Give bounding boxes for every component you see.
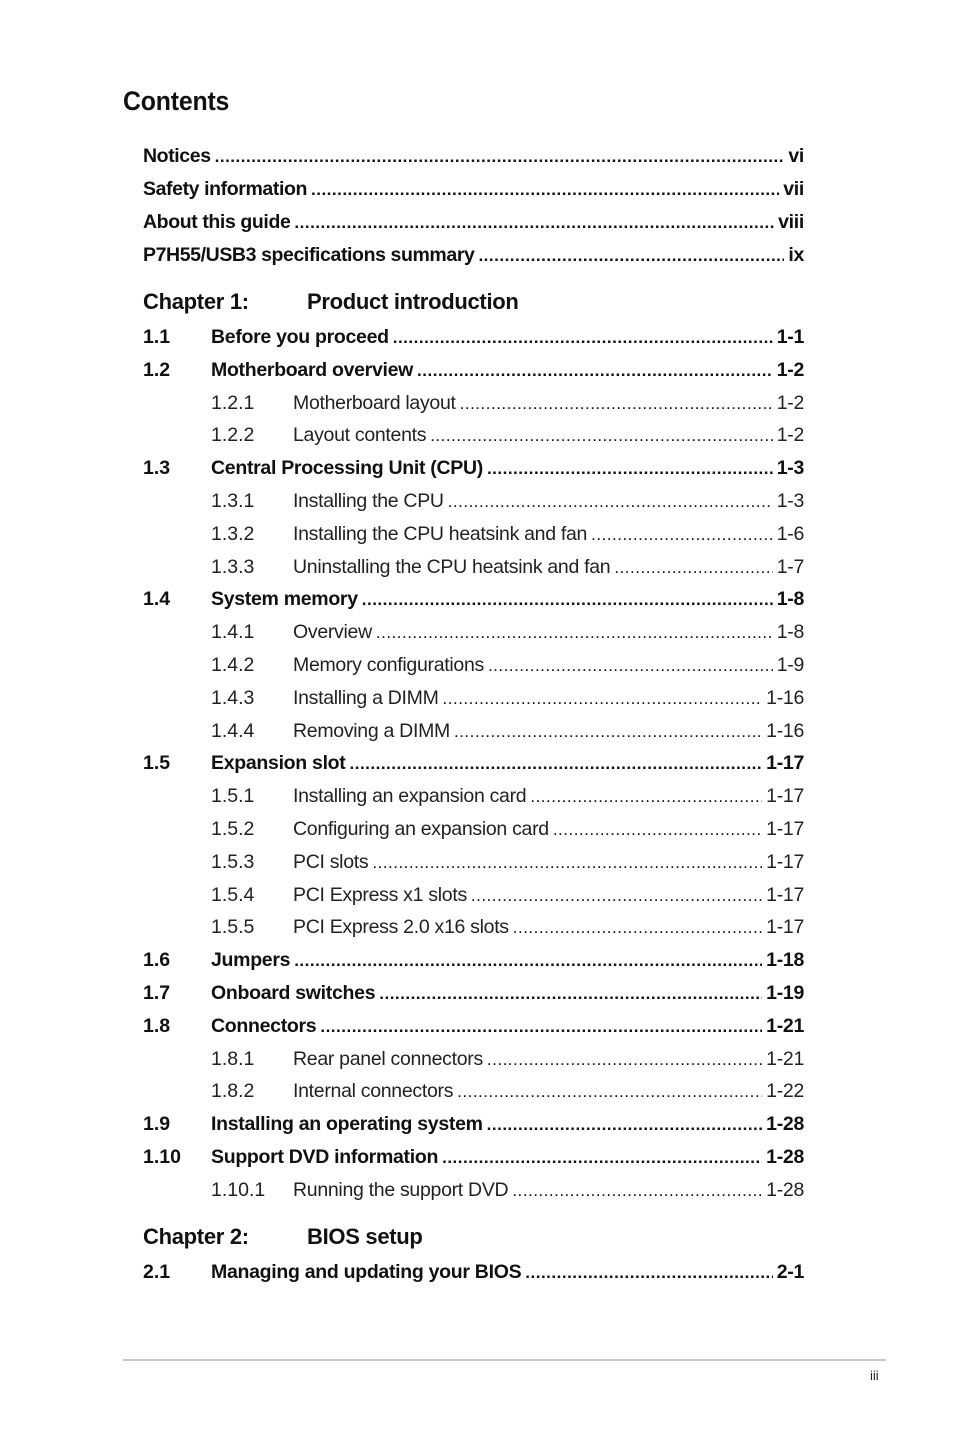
toc-entry-label: Installing the CPU heatsink and fan (293, 522, 588, 545)
dot-leader (417, 361, 773, 387)
dot-leader (487, 1115, 763, 1141)
toc-entry-page: 1-2 (776, 358, 804, 381)
dot-leader (454, 722, 762, 748)
toc-entry-label: Expansion slot (211, 752, 346, 775)
toc-entry-page: 1-28 (766, 1178, 804, 1201)
toc-entry-label: System memory (211, 588, 358, 611)
toc-entry-page: 1-18 (766, 949, 804, 972)
toc-entry-page: vi (788, 145, 804, 167)
dot-leader (448, 492, 773, 518)
toc-entry-page: 1-19 (766, 982, 804, 1004)
page-number: iii (870, 1368, 879, 1383)
toc-entry-subsection[interactable] (143, 813, 804, 846)
toc-entry-page: 1-17 (766, 883, 804, 906)
toc-entry-label: Notices (143, 145, 211, 167)
toc-entry-label: Installing the CPU (293, 490, 444, 512)
toc-entry-subsection[interactable] (143, 485, 804, 518)
toc-entry-page: 1-17 (766, 850, 804, 873)
toc-entry-front[interactable] (143, 173, 804, 206)
toc-entry-number: 1.5.1 (211, 785, 255, 808)
toc-entry-section[interactable] (143, 1108, 804, 1141)
toc-entry-number: 1.2.2 (211, 424, 255, 447)
toc-entry-label: Motherboard overview (211, 358, 414, 381)
dot-leader (457, 1082, 762, 1108)
toc-entry-page: 1-8 (776, 621, 804, 644)
toc-entry-section[interactable] (143, 354, 804, 387)
dot-leader (320, 1017, 762, 1043)
toc-entry-subsection[interactable] (143, 715, 804, 748)
toc-entry-page: 1-3 (776, 490, 804, 512)
dot-leader (614, 558, 772, 584)
toc-entry-page: ix (788, 244, 804, 266)
dot-leader (442, 1148, 762, 1174)
toc-entry-section[interactable] (143, 747, 804, 780)
toc-entry-subsection[interactable] (143, 518, 804, 551)
footer-divider (123, 1359, 886, 1361)
toc-entry-subsection[interactable] (143, 846, 804, 879)
dot-leader (478, 246, 784, 272)
toc-entry-subsection[interactable] (143, 419, 804, 452)
toc-entry-subsection[interactable] (143, 387, 804, 420)
toc-entry-page: 1-9 (776, 654, 804, 676)
toc-entry-subsection[interactable] (143, 682, 804, 715)
toc-entry-subsection[interactable] (143, 616, 804, 649)
toc-entry-number: 1.7 (143, 982, 171, 1004)
dot-leader (525, 1263, 772, 1289)
chapter-number: Chapter 1: (143, 289, 249, 314)
toc-entry-number: 2.1 (143, 1261, 171, 1283)
toc-entry-number: 1.5.3 (211, 850, 255, 873)
toc-entry-front[interactable] (143, 140, 804, 173)
toc-entry-front[interactable] (143, 239, 804, 272)
toc-entry-section[interactable] (143, 1256, 804, 1289)
toc-entry-label: Safety information (143, 178, 307, 200)
toc-entry-page: 2-1 (776, 1261, 804, 1283)
toc-entry-number: 1.5.4 (211, 883, 255, 906)
toc-entry-number: 1.3.2 (211, 522, 255, 545)
toc-entry-page: 1-21 (766, 1014, 804, 1037)
toc-entry-number: 1.9 (143, 1113, 171, 1136)
toc-entry-label: Internal connectors (293, 1080, 454, 1103)
chapter-number: Chapter 2: (143, 1224, 249, 1249)
toc-entry-page: 1-28 (766, 1113, 804, 1136)
toc-entry-number: 1.10 (143, 1146, 181, 1168)
dot-leader (294, 213, 774, 239)
dot-leader (487, 459, 773, 485)
toc-entry-label: Layout contents (293, 424, 427, 447)
toc-entry-number: 1.10.1 (211, 1178, 266, 1201)
toc-entry-label: PCI slots (293, 850, 369, 873)
toc-entry-page: 1-21 (766, 1047, 804, 1070)
toc-entry-label: Rear panel connectors (293, 1047, 483, 1070)
toc-entry-number: 1.5.5 (211, 916, 255, 939)
page-title: Contents (123, 86, 230, 116)
toc-entry-page: 1-28 (766, 1146, 804, 1168)
toc-entry-number: 1.6 (143, 949, 171, 972)
toc-entry-label: Motherboard layout (293, 391, 456, 414)
toc-entry-section[interactable] (143, 944, 804, 977)
toc-entry-page: 1-17 (766, 785, 804, 808)
toc-entry-number: 1.4.2 (211, 654, 255, 676)
toc-entry-label: PCI Express 2.0 x16 slots (293, 916, 509, 939)
toc-entry-page: 1-3 (776, 457, 804, 480)
toc-entry-number: 1.5.2 (211, 818, 255, 840)
toc-entry-number: 1.5 (143, 752, 171, 775)
toc-entry-number: 1.4 (143, 588, 171, 611)
dot-leader (311, 180, 779, 206)
toc-entry-page: 1-6 (776, 522, 804, 545)
toc-entry-label: Installing a DIMM (293, 686, 439, 709)
dot-leader (471, 886, 762, 912)
toc-entry-page: viii (778, 211, 804, 233)
toc-entry-label: Configuring an expansion card (293, 818, 549, 840)
toc-entry-section[interactable] (143, 321, 804, 354)
dot-leader (379, 984, 762, 1010)
toc-entry-number: 1.8.1 (211, 1047, 255, 1070)
toc-entry-page: 1-16 (766, 719, 804, 742)
dot-leader (362, 590, 773, 616)
toc-entry-subsection[interactable] (143, 1043, 804, 1076)
toc-entry-subsection[interactable] (143, 879, 804, 912)
toc-entry-section[interactable] (143, 977, 804, 1010)
toc-entry-section[interactable] (143, 1141, 804, 1174)
toc-entry-label: Support DVD information (211, 1146, 439, 1168)
toc-entry-subsection[interactable] (143, 780, 804, 813)
dot-leader (215, 147, 785, 173)
toc-entry-section[interactable] (143, 452, 804, 485)
toc-entry-number: 1.1 (143, 326, 171, 348)
dot-leader (376, 623, 773, 649)
toc-entry-label: Memory configurations (293, 654, 484, 676)
dot-leader (553, 820, 762, 846)
toc-entry-label: Installing an operating system (211, 1113, 483, 1136)
toc-entry-page: 1-8 (776, 588, 804, 611)
toc-entry-label: Central Processing Unit (CPU) (211, 457, 483, 480)
toc-entry-number: 1.2 (143, 358, 171, 381)
dot-leader (430, 426, 773, 452)
dot-leader (460, 394, 773, 420)
dot-leader (350, 754, 763, 780)
toc-entry-page: 1-2 (776, 391, 804, 414)
toc-entry-number: 1.4.1 (211, 621, 255, 644)
toc-entry-number: 1.2.1 (211, 391, 255, 414)
toc-entry-page: 1-17 (766, 818, 804, 840)
toc-entry-front[interactable] (143, 206, 804, 239)
dot-leader (591, 525, 773, 551)
toc-entry-label: Overview (293, 621, 372, 644)
dot-leader (487, 1050, 762, 1076)
dot-leader (488, 656, 773, 682)
dot-leader (513, 918, 762, 944)
toc-entry-section[interactable] (143, 1010, 804, 1043)
dot-leader (512, 1181, 762, 1207)
chapter-title: Product introduction (307, 289, 519, 314)
toc-entry-label: Connectors (211, 1014, 317, 1037)
toc-entry-label: Running the support DVD (293, 1178, 509, 1201)
toc-entry-page: 1-22 (766, 1080, 804, 1103)
toc-entry-subsection[interactable] (143, 1075, 804, 1108)
toc-entry-page: 1-1 (776, 326, 804, 348)
chapter-title: BIOS setup (307, 1224, 423, 1249)
toc-entry-label: Uninstalling the CPU heatsink and fan (293, 555, 611, 578)
toc-entry-number: 1.4.4 (211, 719, 255, 742)
toc-entry-label: Jumpers (211, 949, 291, 972)
dot-leader (530, 787, 762, 813)
chapter-heading[interactable] (143, 1224, 423, 1250)
dot-leader (393, 328, 773, 354)
toc-entry-subsection[interactable] (143, 911, 804, 944)
toc-entry-label: Installing an expansion card (293, 785, 527, 808)
toc-entry-label: Onboard switches (211, 982, 376, 1004)
toc-entry-page: 1-7 (776, 555, 804, 578)
toc-entry-label: Managing and updating your BIOS (211, 1261, 522, 1283)
toc-entry-number: 1.3 (143, 457, 171, 480)
dot-leader (294, 951, 762, 977)
toc-entry-number: 1.3.1 (211, 490, 255, 512)
toc-entry-page: 1-2 (776, 424, 804, 447)
toc-entry-section[interactable] (143, 583, 804, 616)
toc-entry-label: PCI Express x1 slots (293, 883, 467, 906)
dot-leader (372, 853, 762, 879)
toc-entry-subsection[interactable] (143, 649, 804, 682)
toc-entry-label: Before you proceed (211, 326, 389, 348)
toc-entry-label: Removing a DIMM (293, 719, 450, 742)
dot-leader (443, 689, 763, 715)
chapter-heading[interactable] (143, 289, 519, 315)
toc-entry-number: 1.8.2 (211, 1080, 255, 1103)
toc-entry-label: About this guide (143, 211, 291, 233)
toc-entry-number: 1.3.3 (211, 555, 255, 578)
toc-entry-number: 1.4.3 (211, 686, 255, 709)
toc-entry-label: P7H55/USB3 specifications summary (143, 244, 475, 266)
toc-entry-number: 1.8 (143, 1014, 171, 1037)
toc-entry-subsection[interactable] (143, 551, 804, 584)
toc-entry-page: vii (783, 178, 804, 200)
toc-entry-page: 1-16 (766, 686, 804, 709)
toc-entry-subsection[interactable] (143, 1174, 804, 1207)
toc-entry-page: 1-17 (766, 916, 804, 939)
toc-entry-page: 1-17 (766, 752, 804, 775)
